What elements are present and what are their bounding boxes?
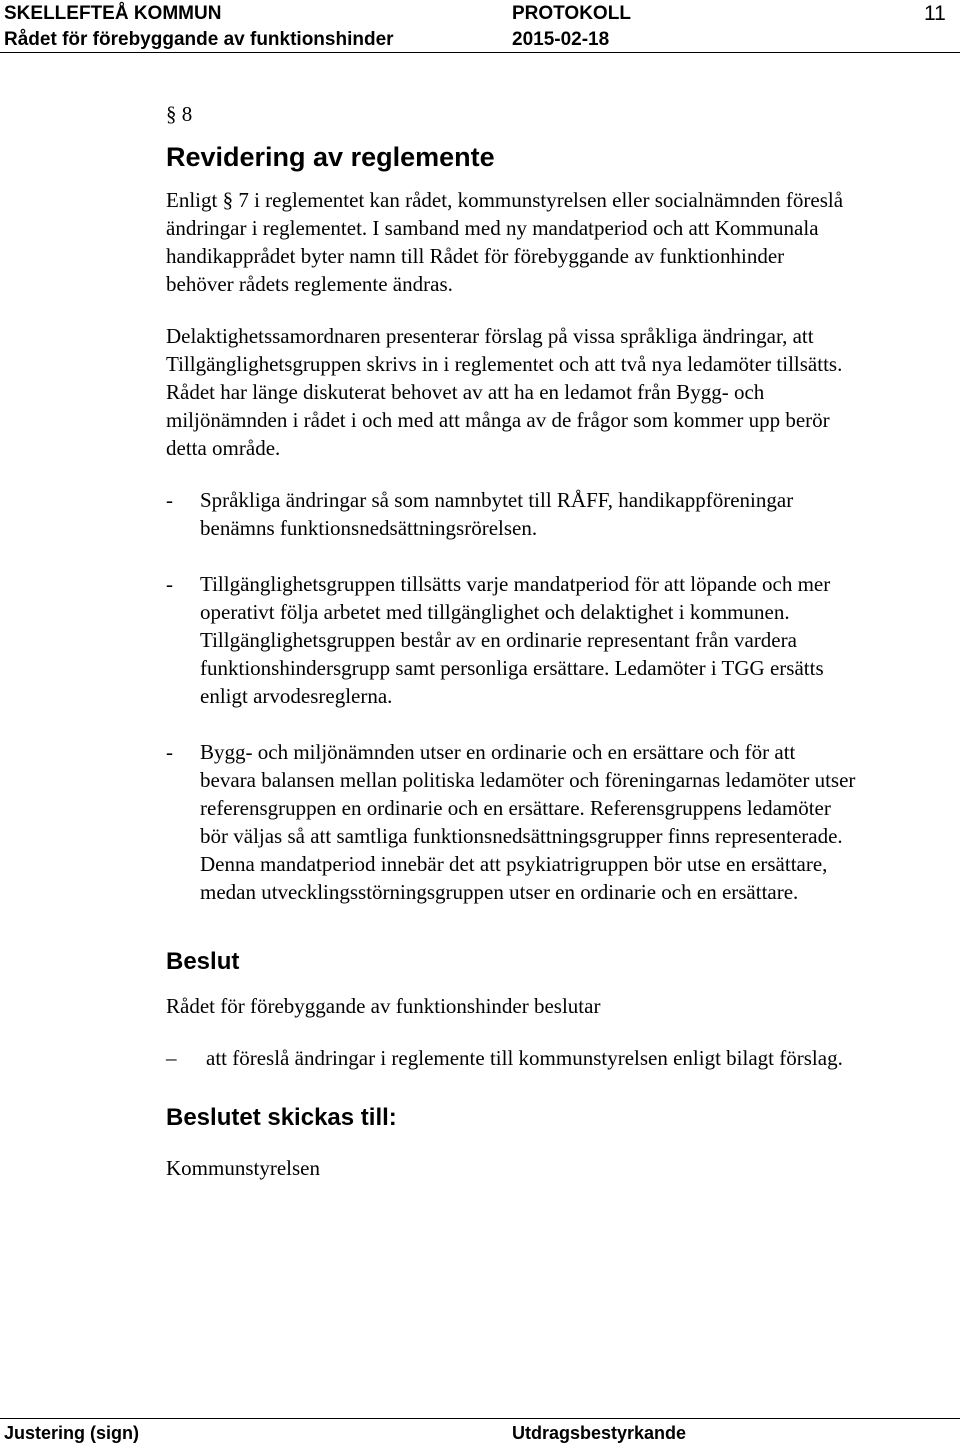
bullet-marker: - (166, 740, 173, 764)
paragraph-proposal: Delaktighetssamordnaren presenterar förslag på vissa språkliga ändringar, att Tillgänglighetsgruppen skrivs in i reglementet och att två nya ledamöter tillsätts. Rådet har länge diskuterat behovet av att ha en ledamot från Bygg- och miljönämnden i rådet i och med att många av de frågor som kommer upp berör detta område. (166, 324, 843, 460)
section-title: Revidering av reglemente (166, 142, 495, 172)
page-header (0, 0, 960, 52)
certification-label: Utdragsbestyrkande (512, 1423, 687, 1443)
list-item (166, 570, 856, 710)
decision-intro: Rådet för förebyggande av funktionshinder beslutar (166, 994, 601, 1018)
list-item-text: Tillgänglighetsgruppen tillsätts varje mandatperiod för att löpande och mer operativt följa arbetet med tillgänglighet och delaktighet i kommunen. Tillgänglighetsgruppen består av en ordinarie representant från vardera funktionshindersgrupp samt personliga ersättare. Ledamöter i TGG ersätts enligt arvodesreglerna. (200, 572, 831, 708)
list-item-text: Bygg- och miljönämnden utser en ordinarie och en ersättare och för att bevara balansen mellan politiska ledamöter och föreningarnas ledamöter utser referensgruppen en ordinarie och en ersättare. Referensgruppens ledamöter bör väljas så att samtliga funktionsnedsättningsgrupper finns representerade. Denna mandatperiod innebär det att psykiatrigruppen bör utse en ersättare, medan utvecklingsstörningsgruppen utser en ordinarie och en ersättare. (200, 740, 856, 904)
section-number: § 8 (166, 102, 193, 126)
board-name: Rådet för förebyggande av funktionshinder (4, 29, 394, 50)
document-type: PROTOKOLL (512, 3, 631, 24)
list-item (166, 486, 856, 542)
header-divider (0, 52, 960, 53)
page-number: 11 (924, 2, 946, 25)
page-footer (0, 1418, 960, 1448)
recipient: Kommunstyrelsen (166, 1156, 320, 1180)
decision-text: att föreslå ändringar i reglemente till kommunstyrelsen enligt bilagt förslag. (206, 1046, 843, 1070)
signature-label: Justering (sign) (4, 1423, 140, 1443)
meeting-date: 2015-02-18 (512, 29, 610, 50)
proposal-list (166, 486, 856, 906)
paragraph-background: Enligt § 7 i reglementet kan rådet, kommunstyrelsen eller socialnämnden föreslå ändringar i reglementet. I samband med ny mandatperiod och att Kommunala handikapprådet byter namn till Rådet för förebyggande av funktionhinder behöver rådets reglemente ändras. (166, 188, 844, 296)
bullet-marker: - (166, 488, 173, 512)
decision-item (166, 1044, 856, 1072)
document-body (166, 100, 856, 1206)
organization-name: SKELLEFTEÅ KOMMUN (4, 3, 222, 24)
decision-marker: – (166, 1046, 177, 1070)
list-item-text: Språkliga ändringar så som namnbytet till RÅFF, handikappföreningar benämns funktionsnedsättningsrörelsen. (200, 488, 794, 540)
bullet-marker: - (166, 572, 173, 596)
decision-heading: Beslut (166, 948, 240, 975)
recipients-heading: Beslutet skickas till: (166, 1104, 397, 1131)
list-item (166, 738, 856, 906)
